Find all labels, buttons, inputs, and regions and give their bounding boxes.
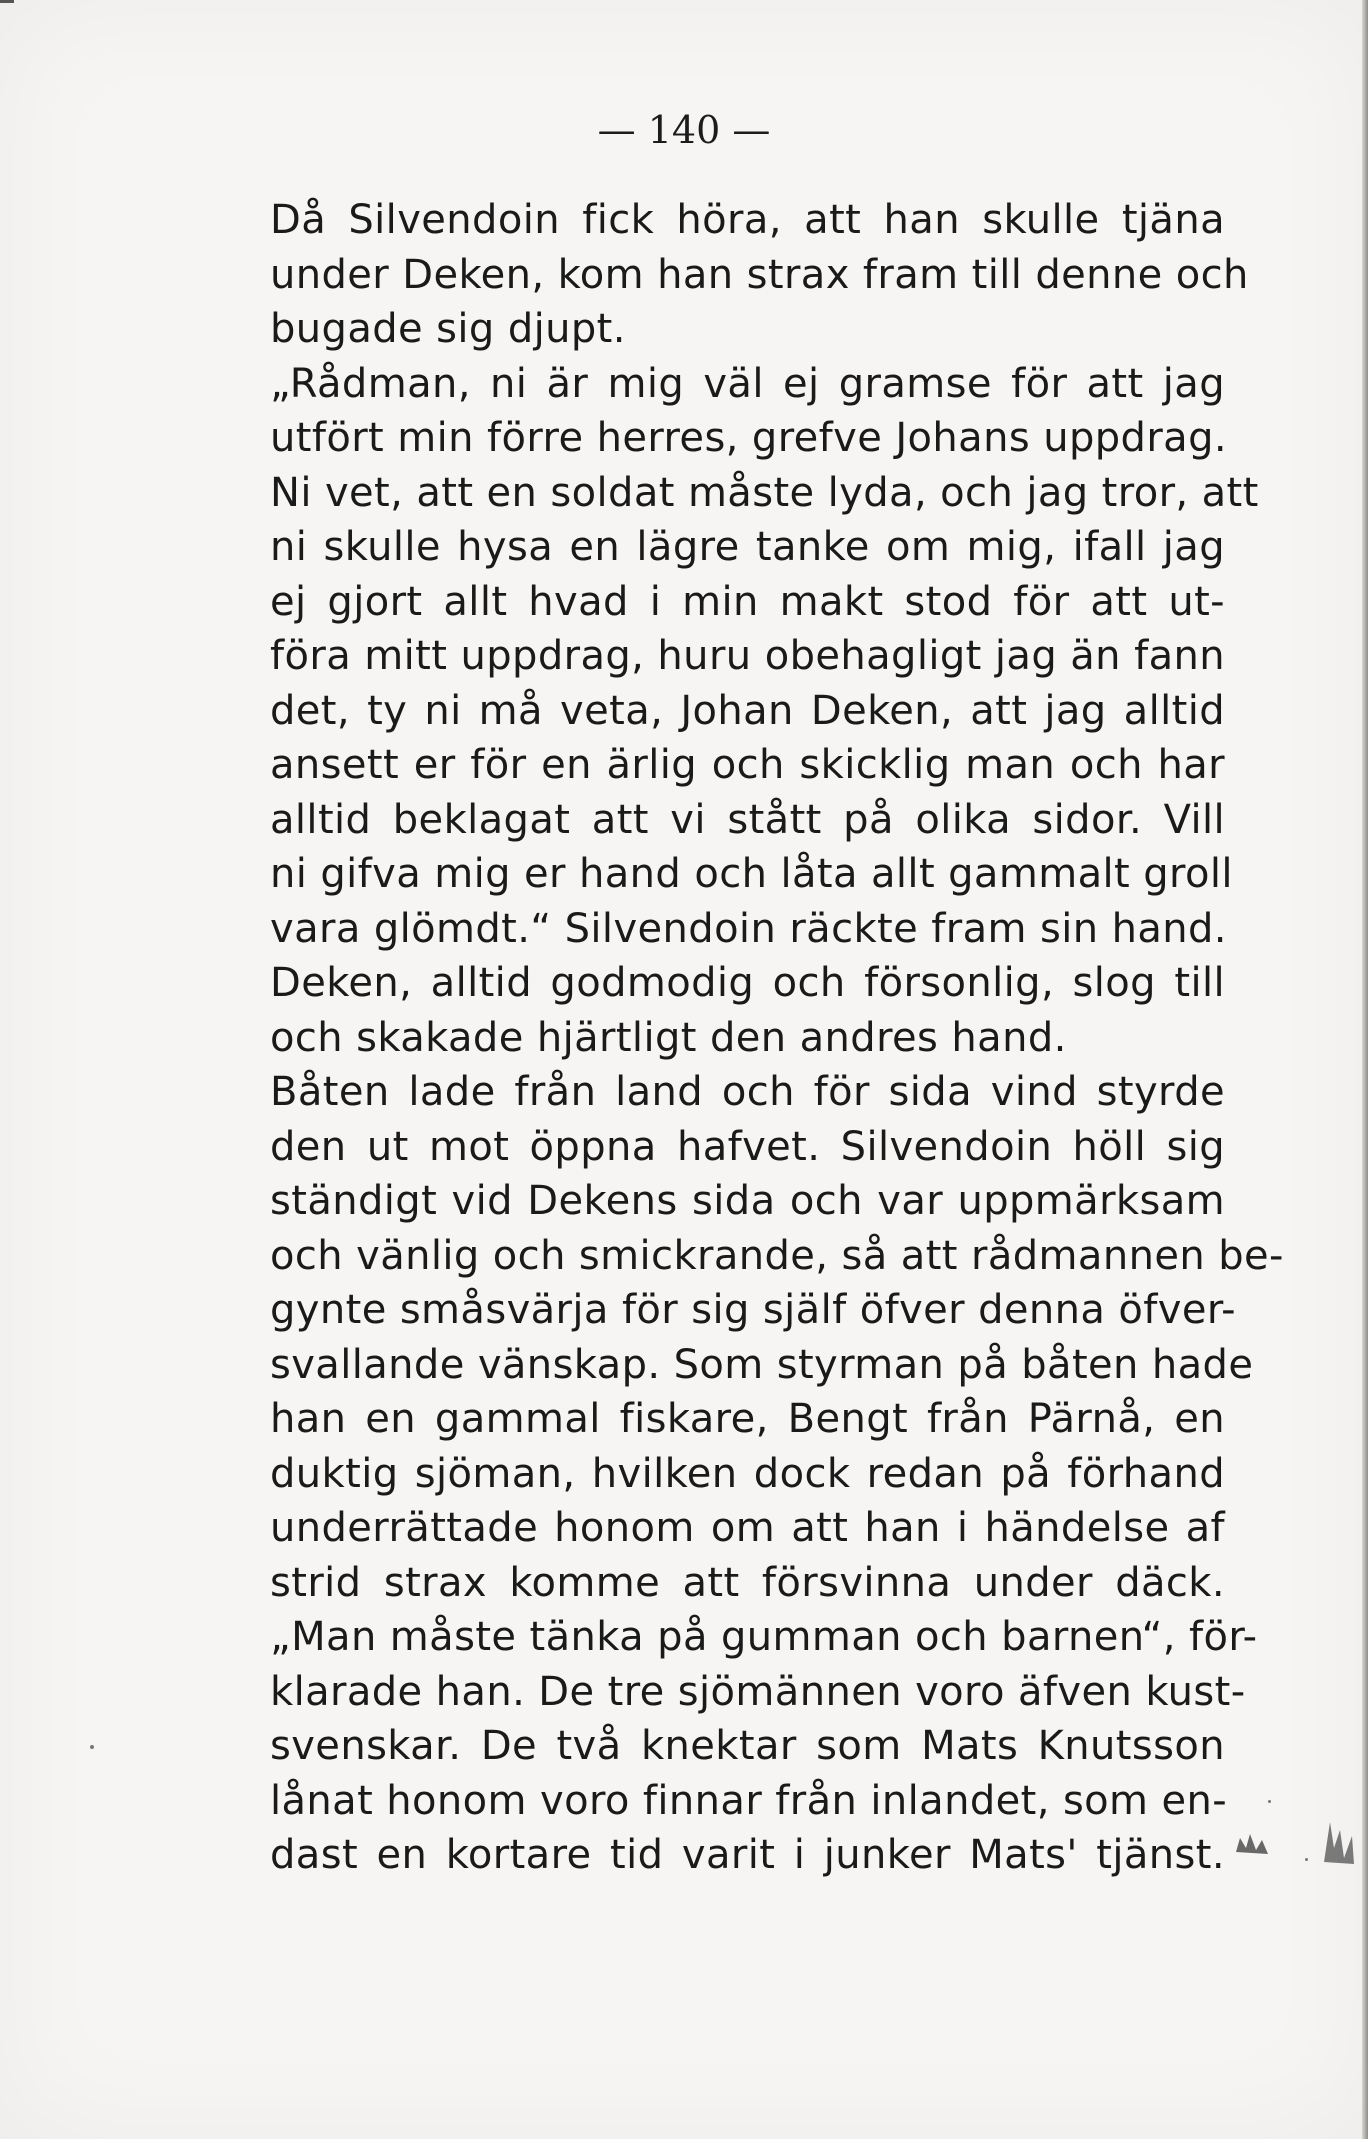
text-line: och vänlig och smickrande, så att rådmannen be- xyxy=(270,1232,1284,1279)
text-line: ansett er för en ärlig och skicklig man och har xyxy=(270,742,1225,788)
text-line: lånat honom voro finnar från inlandet, som en- xyxy=(270,1777,1228,1824)
text-line: föra mitt uppdrag, huru obehagligt jag än fann xyxy=(270,633,1225,679)
text-line: „Man måste tänka på gumman och barnen“, för- xyxy=(270,1614,1258,1660)
text-line: ej gjort allt hvad i min makt stod för att ut- xyxy=(270,578,1225,625)
text-line: vara glömdt.“ Silvendoin räckte fram sin hand. xyxy=(270,905,1227,952)
text-line: under Deken, kom han strax fram till denne och xyxy=(270,251,1249,298)
body-text xyxy=(270,193,1284,1883)
paper-speck xyxy=(1305,1858,1308,1861)
text-line: den ut mot öppna hafvet. Silvendoin höll sig xyxy=(270,1123,1225,1170)
text-line: ni gifva mig er hand och låta allt gammalt groll xyxy=(270,851,1233,897)
paper-speck xyxy=(90,1745,94,1749)
paper-speck xyxy=(1268,1800,1271,1803)
text-line: alltid beklagat att vi stått på olika sidor. Vill xyxy=(270,796,1225,843)
text-line: ständigt vid Dekens sida och var uppmärksam xyxy=(270,1178,1225,1224)
text-line: Då Silvendoin fick höra, att han skulle tjäna xyxy=(270,197,1225,243)
text-line: det, ty ni må veta, Johan Deken, att jag alltid xyxy=(270,687,1225,734)
text-line: underrättade honom om att han i händelse af xyxy=(270,1505,1225,1551)
text-line: bugade sig djupt. xyxy=(270,306,626,352)
text-line: svenskar. De två knektar som Mats Knutsson xyxy=(270,1723,1225,1769)
text-line: och skakade hjärtligt den andres hand. xyxy=(270,1014,1067,1061)
ink-smudge xyxy=(1318,1818,1358,1868)
text-line: svallande vänskap. Som styrman på båten hade xyxy=(270,1341,1254,1388)
text-line: strid strax komme att försvinna under däck. xyxy=(270,1559,1225,1606)
text-line: duktig sjöman, hvilken dock redan på förhand xyxy=(270,1450,1225,1497)
ink-smudge xyxy=(1232,1828,1272,1858)
text-line: Båten lade från land och för sida vind styrde xyxy=(270,1069,1225,1115)
page-number: — 140 — xyxy=(597,108,771,152)
text-line: klarade han. De tre sjömännen voro äfven kust- xyxy=(270,1668,1246,1715)
text-line: gynte småsvärja för sig själf öfver denna öfver- xyxy=(270,1287,1236,1333)
page-edge-shadow xyxy=(1362,0,1368,2139)
text-line: utfört min förre herres, grefve Johans uppdrag. xyxy=(270,415,1227,461)
text-line: Ni vet, att en soldat måste lyda, och jag tror, att xyxy=(270,469,1259,516)
text-line: Deken, alltid godmodig och försonlig, slog till xyxy=(270,960,1225,1006)
text-line: han en gammal fiskare, Bengt från Pärnå, en xyxy=(270,1396,1225,1442)
text-line: „Rådman, ni är mig väl ej gramse för att jag xyxy=(270,360,1225,407)
scan-edge-mark xyxy=(0,0,14,3)
text-line: ni skulle hysa en lägre tanke om mig, ifall jag xyxy=(270,524,1225,570)
text-line: dast en kortare tid varit i junker Mats' tjänst. xyxy=(270,1832,1225,1878)
